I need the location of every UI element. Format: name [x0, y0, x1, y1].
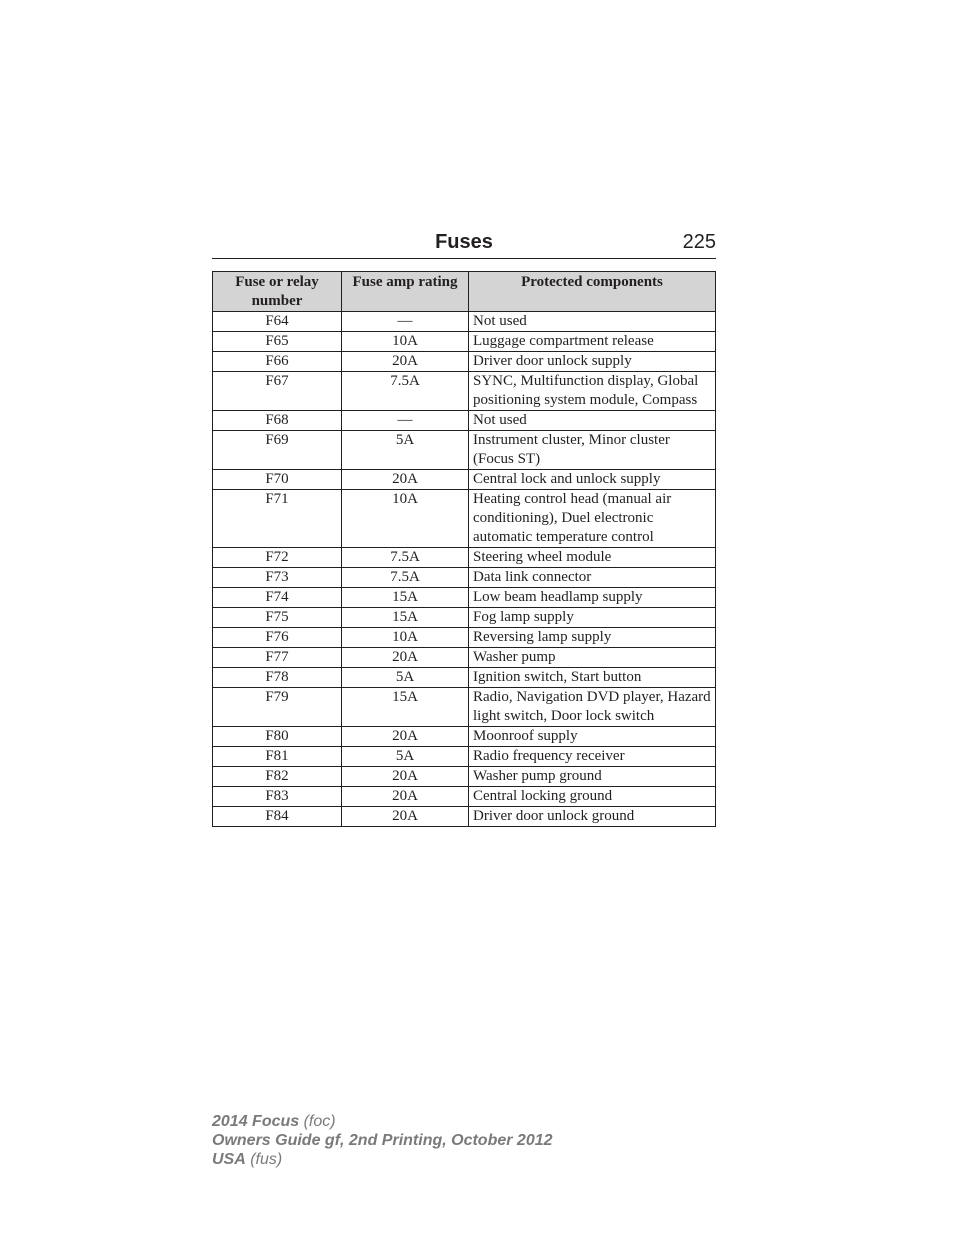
table-row	[213, 727, 716, 747]
fuse-number-cell: F65	[213, 332, 342, 352]
fuse-number-cell: F79	[213, 688, 342, 727]
footer-model-line	[212, 1112, 553, 1131]
protected-components-cell: Luggage compartment release	[469, 332, 716, 352]
protected-components-cell: SYNC, Multifunction display, Global positioning system module, Compass	[469, 372, 716, 411]
fuse-rating-cell: 7.5A	[342, 372, 469, 411]
fuse-rating-cell: 20A	[342, 727, 469, 747]
protected-components-cell: Radio, Navigation DVD player, Hazard light switch, Door lock switch	[469, 688, 716, 727]
fuse-number-cell: F70	[213, 470, 342, 490]
protected-components-cell: Not used	[469, 312, 716, 332]
fuse-number-cell: F66	[213, 352, 342, 372]
table-row	[213, 628, 716, 648]
table-row	[213, 588, 716, 608]
section-title: Fuses	[435, 231, 493, 253]
fuse-number-cell: F82	[213, 767, 342, 787]
footer-model: 2014 Focus	[212, 1113, 300, 1130]
table-row	[213, 372, 716, 411]
fuse-rating-cell: 5A	[342, 668, 469, 688]
protected-components-cell: Central lock and unlock supply	[469, 470, 716, 490]
column-header-components: Protected components	[469, 272, 716, 312]
table-row	[213, 747, 716, 767]
footer-model-code: (foc)	[299, 1113, 336, 1130]
footer-guide: Owners Guide gf, 2nd Printing, October 2012	[212, 1132, 553, 1149]
fuse-rating-cell: 7.5A	[342, 548, 469, 568]
table-row	[213, 312, 716, 332]
table-row	[213, 548, 716, 568]
fuse-rating-cell: 5A	[342, 431, 469, 470]
protected-components-cell: Washer pump	[469, 648, 716, 668]
page-number: 225	[682, 231, 716, 253]
protected-components-cell: Low beam headlamp supply	[469, 588, 716, 608]
fuse-rating-cell: 10A	[342, 490, 469, 548]
table-row	[213, 431, 716, 470]
protected-components-cell: Not used	[469, 411, 716, 431]
footer-market-code: (fus)	[245, 1151, 283, 1168]
fuse-rating-cell: 20A	[342, 767, 469, 787]
table-row	[213, 352, 716, 372]
page-header	[212, 228, 716, 259]
fuse-rating-cell: 15A	[342, 688, 469, 727]
fuse-number-cell: F71	[213, 490, 342, 548]
protected-components-cell: Washer pump ground	[469, 767, 716, 787]
table-row	[213, 767, 716, 787]
fuse-number-cell: F84	[213, 807, 342, 827]
fuse-rating-cell: —	[342, 312, 469, 332]
protected-components-cell: Instrument cluster, Minor cluster (Focus ST)	[469, 431, 716, 470]
protected-components-cell: Central locking ground	[469, 787, 716, 807]
footer-guide-line	[212, 1131, 553, 1150]
fuse-number-cell: F67	[213, 372, 342, 411]
fuse-number-cell: F83	[213, 787, 342, 807]
protected-components-cell: Steering wheel module	[469, 548, 716, 568]
table-row	[213, 688, 716, 727]
fuse-rating-cell: 20A	[342, 352, 469, 372]
fuse-number-cell: F69	[213, 431, 342, 470]
fuse-number-cell: F74	[213, 588, 342, 608]
protected-components-cell: Driver door unlock ground	[469, 807, 716, 827]
protected-components-cell: Reversing lamp supply	[469, 628, 716, 648]
fuse-rating-cell: 20A	[342, 787, 469, 807]
protected-components-cell: Data link connector	[469, 568, 716, 588]
protected-components-cell: Moonroof supply	[469, 727, 716, 747]
table-row	[213, 807, 716, 827]
protected-components-cell: Heating control head (manual air conditioning), Duel electronic automatic temperature control	[469, 490, 716, 548]
protected-components-cell: Fog lamp supply	[469, 608, 716, 628]
fuse-rating-cell: 7.5A	[342, 568, 469, 588]
table-row	[213, 332, 716, 352]
footer-market-line	[212, 1150, 553, 1169]
fuse-table	[212, 271, 716, 827]
table-row	[213, 568, 716, 588]
fuse-number-cell: F76	[213, 628, 342, 648]
fuse-number-cell: F73	[213, 568, 342, 588]
fuse-number-cell: F64	[213, 312, 342, 332]
fuse-number-cell: F68	[213, 411, 342, 431]
fuse-rating-cell: 20A	[342, 807, 469, 827]
fuse-number-cell: F81	[213, 747, 342, 767]
fuse-rating-cell: —	[342, 411, 469, 431]
fuse-rating-cell: 15A	[342, 608, 469, 628]
fuse-rating-cell: 10A	[342, 332, 469, 352]
table-row	[213, 608, 716, 628]
table-row	[213, 787, 716, 807]
fuse-number-cell: F75	[213, 608, 342, 628]
table-row	[213, 648, 716, 668]
protected-components-cell: Radio frequency receiver	[469, 747, 716, 767]
protected-components-cell: Driver door unlock supply	[469, 352, 716, 372]
fuse-rating-cell: 15A	[342, 588, 469, 608]
fuse-number-cell: F80	[213, 727, 342, 747]
fuse-rating-cell: 5A	[342, 747, 469, 767]
fuse-rating-cell: 10A	[342, 628, 469, 648]
table-row	[213, 490, 716, 548]
page-footer	[212, 1112, 553, 1169]
table-row	[213, 668, 716, 688]
footer-market: USA	[212, 1151, 246, 1168]
fuse-number-cell: F77	[213, 648, 342, 668]
fuse-table-body	[213, 312, 716, 827]
column-header-fuse: Fuse or relay number	[213, 272, 342, 312]
protected-components-cell: Ignition switch, Start button	[469, 668, 716, 688]
fuse-rating-cell: 20A	[342, 470, 469, 490]
fuse-number-cell: F72	[213, 548, 342, 568]
column-header-rating: Fuse amp rating	[342, 272, 469, 312]
table-row	[213, 470, 716, 490]
table-header-row	[213, 272, 716, 312]
table-row	[213, 411, 716, 431]
fuse-rating-cell: 20A	[342, 648, 469, 668]
fuse-number-cell: F78	[213, 668, 342, 688]
